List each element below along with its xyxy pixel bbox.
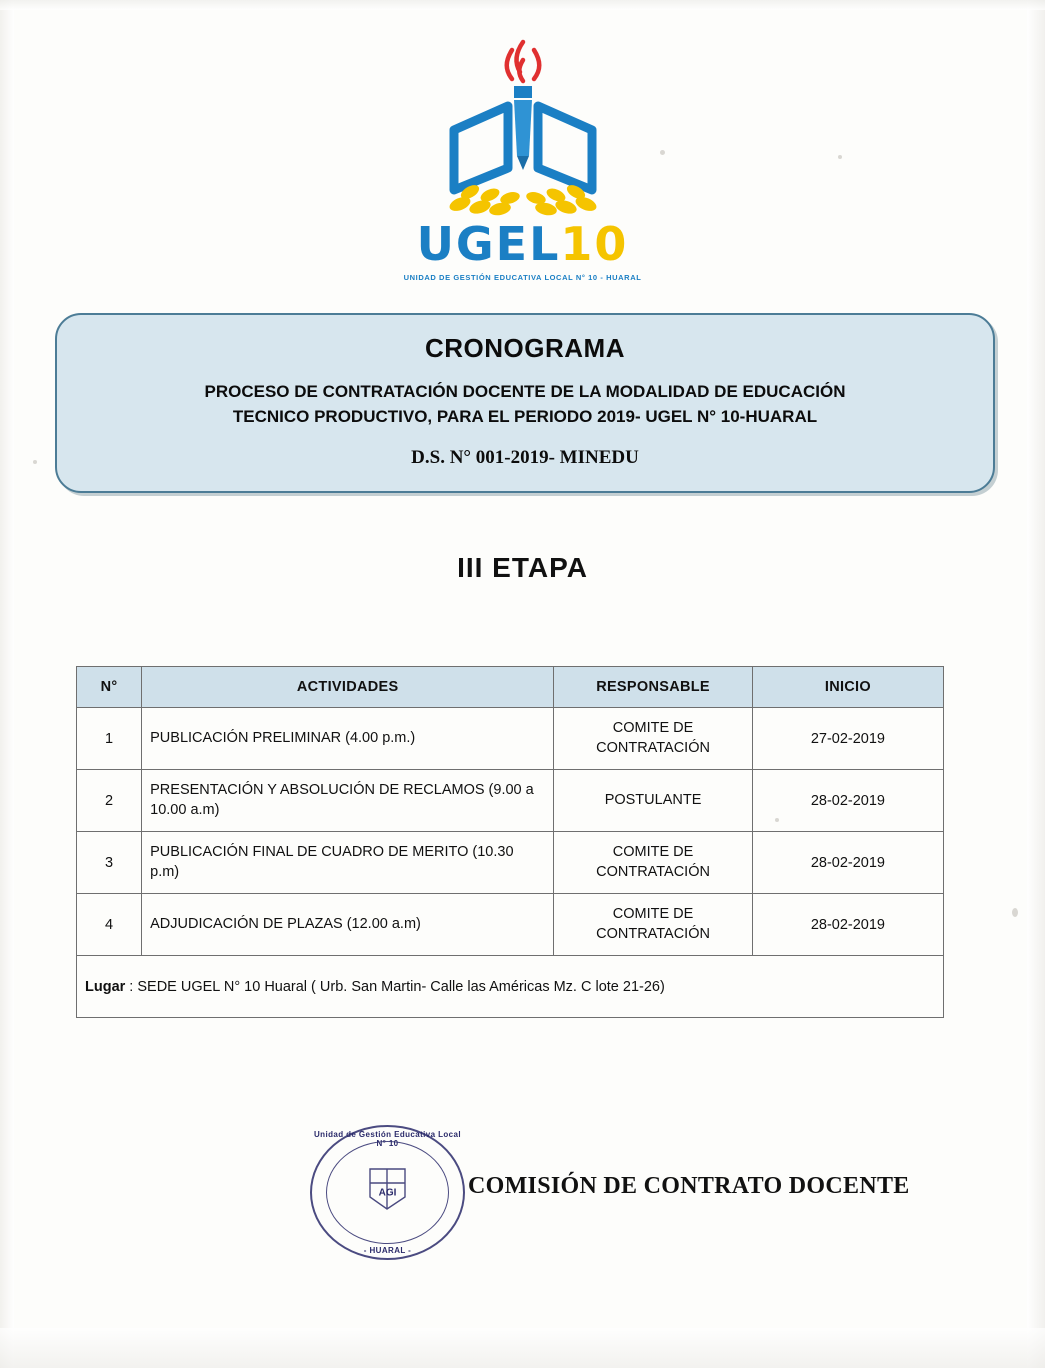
scan-speck bbox=[1012, 908, 1018, 917]
row-number: 3 bbox=[77, 832, 142, 894]
schedule-table-wrapper bbox=[76, 666, 944, 1018]
column-header-number: N° bbox=[77, 667, 142, 708]
schedule-table bbox=[76, 666, 944, 1018]
row-number: 1 bbox=[77, 708, 142, 770]
venue-note bbox=[77, 956, 944, 1018]
table-row bbox=[77, 708, 944, 770]
scan-speck bbox=[33, 460, 37, 464]
header-box bbox=[55, 313, 995, 493]
header-norm-reference: D.S. N° 001-2019- MINEDU bbox=[411, 447, 639, 469]
page-title: CRONOGRAMA bbox=[425, 333, 625, 363]
scan-edge-top bbox=[0, 0, 1045, 10]
seal-top-text: Unidad de Gestión Educativa Local N° 10 bbox=[313, 1130, 461, 1148]
row-responsible: POSTULANTE bbox=[554, 770, 753, 832]
row-start-date: 28-02-2019 bbox=[752, 770, 943, 832]
table-row bbox=[77, 770, 944, 832]
official-seal-icon bbox=[310, 1125, 465, 1260]
logo-wordmark bbox=[0, 217, 1045, 271]
signature-name: COMISIÓN DE CONTRATO DOCENTE bbox=[468, 1173, 910, 1199]
seal-bottom-text: - HUARAL - bbox=[363, 1246, 412, 1255]
row-start-date: 27-02-2019 bbox=[752, 708, 943, 770]
scan-edge-bottom bbox=[0, 1328, 1045, 1368]
row-activity: ADJUDICACIÓN DE PLAZAS (12.00 a.m) bbox=[142, 894, 554, 956]
row-responsible: COMITE DE CONTRATACIÓN bbox=[554, 894, 753, 956]
venue-label: Lugar bbox=[85, 978, 126, 995]
table-body bbox=[77, 708, 944, 1018]
header-subtitle-line-1: PROCESO DE CONTRATACIÓN DOCENTE DE LA MODALIDAD DE EDUCACIÓN bbox=[204, 382, 846, 401]
row-responsible: COMITE DE CONTRATACIÓN bbox=[554, 708, 753, 770]
table-head bbox=[77, 667, 944, 708]
stage-heading: III ETAPA bbox=[457, 552, 588, 583]
row-start-date: 28-02-2019 bbox=[752, 894, 943, 956]
logo-wordmark-primary: UGEL bbox=[416, 217, 561, 271]
table-header-row bbox=[77, 667, 944, 708]
row-number: 4 bbox=[77, 894, 142, 956]
row-responsible: COMITE DE CONTRATACIÓN bbox=[554, 832, 753, 894]
signature-area bbox=[300, 1125, 1000, 1275]
table-row bbox=[77, 832, 944, 894]
column-header-start: INICIO bbox=[752, 667, 943, 708]
column-header-responsible: RESPONSABLE bbox=[554, 667, 753, 708]
row-start-date: 28-02-2019 bbox=[752, 832, 943, 894]
venue-text: : SEDE UGEL N° 10 Huaral ( Urb. San Martin- Calle las Américas Mz. C lote 21-26) bbox=[125, 978, 665, 995]
row-activity: PRESENTACIÓN Y ABSOLUCIÓN DE RECLAMOS (9.00 a 10.00 a.m) bbox=[142, 770, 554, 832]
table-footer-row bbox=[77, 956, 944, 1018]
ugel10-logo bbox=[0, 34, 1045, 282]
logo-wordmark-secondary: 10 bbox=[560, 217, 629, 271]
logo-mark-icon bbox=[408, 34, 638, 219]
header-subtitle-line-2: TECNICO PRODUCTIVO, PARA EL PERIODO 2019- UGEL N° 10-HUARAL bbox=[232, 406, 818, 426]
table-row bbox=[77, 894, 944, 956]
seal-center-text: AGI bbox=[378, 1186, 397, 1198]
row-number: 2 bbox=[77, 770, 142, 832]
logo-subtitle: UNIDAD DE GESTIÓN EDUCATIVA LOCAL N° 10 - HUARAL bbox=[403, 273, 642, 282]
row-activity: PUBLICACIÓN PRELIMINAR (4.00 p.m.) bbox=[142, 708, 554, 770]
row-activity: PUBLICACIÓN FINAL DE CUADRO DE MERITO (10.30 p.m) bbox=[142, 832, 554, 894]
column-header-activities: ACTIVIDADES bbox=[142, 667, 554, 708]
